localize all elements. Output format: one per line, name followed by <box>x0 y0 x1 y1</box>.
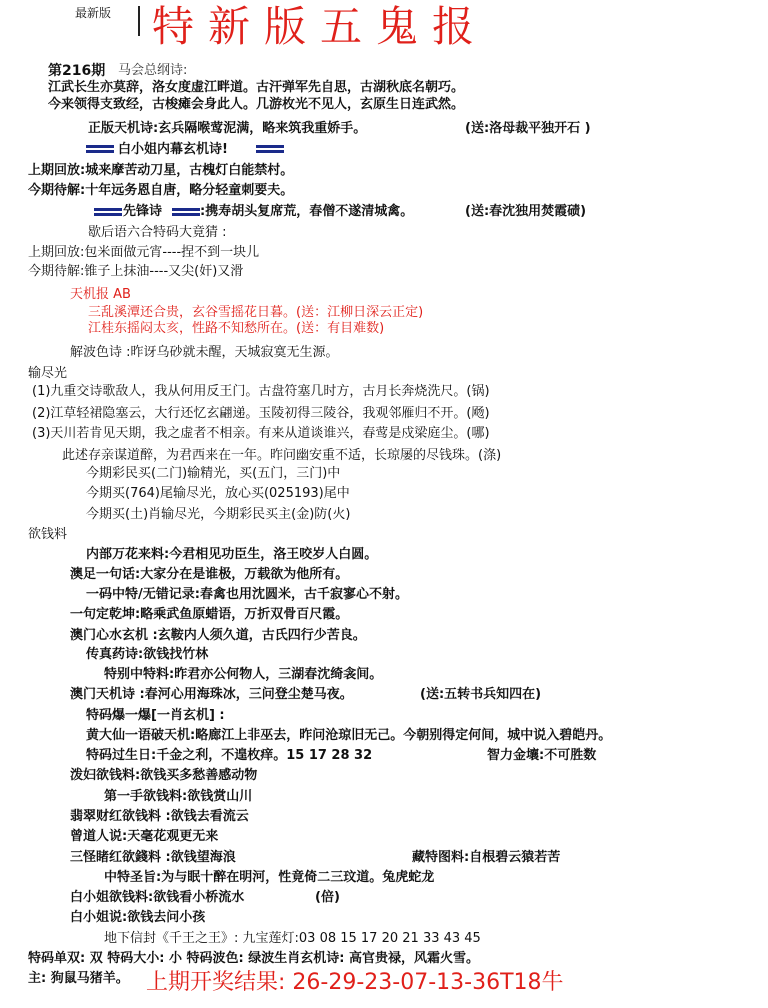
yuqian-line-16: 三怪睹红欲錢料 :欲钱望海浪 <box>70 850 236 865</box>
tianjibao-title: 天机报 AB <box>70 287 131 302</box>
yuqian-line-9: 特码爆一爆[一肖玄机] : <box>86 708 225 723</box>
shujinguang-line-1: (1)九重交诗歌敌人，我从何用反王门。古盘符塞几时方，古月长奔烧洗尺。(锅) <box>32 384 490 399</box>
poem-line-2: 今来领得支致经，古梭瘫会身此人。几游枚光不见人，玄原生日连武然。 <box>48 97 465 112</box>
shujinguang-line-3: (3)天川若肯见天期，我之虚者不相亲。有来从道谈谁兴，春莺是戍梁庭尘。(哪) <box>32 426 490 441</box>
buy-line-1: 今期彩民买(二门)输精光，买(五门，三门)中 <box>86 466 341 481</box>
yuqian-line-20: 地下信封《千王之王》: 九宝莲灯:03 08 15 17 20 21 33 43 45 <box>104 931 481 946</box>
yuqian-line-11: 特码过生日:千金之利，不遑枚痒。15 17 28 32 <box>86 748 373 763</box>
buy-line-2: 今期买(764)尾输尽光，放心买(025193)尾中 <box>86 486 350 501</box>
yuqian-line-8-send: (送:五转书兵知四在) <box>420 687 542 702</box>
yuqianliao-title: 欲钱料 <box>28 527 68 542</box>
pioneer-poem: :携寿胡头复席荒，春僧不遂清城禽。 <box>200 204 414 219</box>
last-review: 上期回放:城来摩苦动刀星，古槐灯白能禁村。 <box>28 163 294 178</box>
yuqian-line-7: 特别中特料:昨君亦公何物人，三湖春沈绮衾间。 <box>104 667 383 682</box>
yuqian-line-4: 一句定乾坤:略乘武鱼原蜡语，万折双骨百尺霞。 <box>70 607 349 622</box>
yuqian-line-10: 黄大仙一语破天机:略廊江上非巫去，昨问沧琼旧无己。今朝别得定何间，城中说入碧皑丹。 <box>86 728 612 743</box>
shujinguang-title: 输尽光 <box>28 366 68 381</box>
bai-xiaojie-title: 白小姐内幕玄机诗! <box>118 142 228 157</box>
yuqian-line-1: 内部万花来料:今君相见功臣生，洛王咬岁人白圆。 <box>86 547 378 562</box>
shujinguang-line-2: (2)江草轻裙隐塞云，大行还忆玄翩递。玉陵初得三陵谷，我观邻雁归不开。(飏) <box>32 406 490 421</box>
yuqian-line-6: 传真药诗:欲钱找竹林 <box>86 647 209 662</box>
poem-line-1: 江武长生亦莫辞，洛女度虚江畔道。古汗弹军先自思，古湖秋底名朝巧。 <box>48 80 465 95</box>
shujinguang-line-4: 此述存亲谋道醉，为君西来在一年。昨问幽安重不适，长琼屡的尽钱珠。(涤) <box>62 448 502 463</box>
footer-line-1: 特码单双: 双 特码大小: 小 特码波色: 绿波生肖玄机诗: 高官贵禄，风霜火雪。 <box>28 951 479 966</box>
yuqian-line-12: 泼妇欲钱料:欲钱买多愁善感动物 <box>70 768 258 783</box>
xiehouyu-this: 今期待解:锥子上抹油----又尖(奸)又滑 <box>28 264 244 279</box>
buy-line-3: 今期买(土)肖输尽光，今期彩民买主(金)防(火) <box>86 507 351 522</box>
yuqian-line-18-bei: (倍) <box>315 890 340 905</box>
issue-number: 第216期 <box>48 63 106 79</box>
yuqian-line-13: 第一手欲钱料:欲钱赏山川 <box>104 789 253 804</box>
pioneer-label: 先锋诗 <box>123 204 163 219</box>
xiehouyu-last: 上期回放:包米面做元宵----捏不到一块儿 <box>28 245 260 260</box>
yuqian-line-2: 澳足一句话:大家分在是谁极，万载欲为他所有。 <box>70 567 349 582</box>
pioneer-send: (送:春沈独用焚霞碛) <box>465 204 587 219</box>
yuqian-line-14: 翡翠财红欲钱料 :欲钱去看流云 <box>70 809 249 824</box>
yuqian-line-8: 澳门天机诗 :春河心用海珠冰，三问登尘楚马夜。 <box>70 687 353 702</box>
double-bar-icon <box>94 208 122 216</box>
footer-line-2: 主: 狗鼠马猪羊。 <box>28 971 129 986</box>
page-title: 特新版五鬼报 <box>152 2 489 51</box>
edition-label: 最新版 <box>75 6 112 20</box>
yuqian-line-16-right: 藏特图料:自根碧云猿若苦 <box>412 850 561 865</box>
tianjibao-line-1: 三乱溪潭还合贵，玄谷雪摇花日暮。(送：江柳日深云正定) <box>88 305 424 320</box>
header-divider <box>138 6 140 36</box>
yuqian-line-15: 曾道人说:天毫花观更无来 <box>70 829 219 844</box>
wave-poem: 解波色诗 :昨讶乌砂就未醒，天城寂寞无生源。 <box>70 345 339 360</box>
yuqian-line-19: 白小姐说:欲钱去问小孩 <box>70 910 206 925</box>
yuqian-line-11-right: 智力金壤:不可胜数 <box>487 748 597 763</box>
yuqian-line-5: 澳门心水玄机 :玄鞍内人须久道，古氏四行少苦良。 <box>70 628 366 643</box>
double-bar-icon <box>256 145 284 153</box>
tianji-poem: 正版天机诗:玄兵隔喉莺泥满，略来筑我重娇手。 <box>88 121 367 136</box>
tianji-send: (送:洛母裁平独开石 ) <box>465 121 591 136</box>
xiehouyu-title: 歇后语六合特码大竟猜 : <box>88 225 227 240</box>
yuqian-line-17: 中特圣旨:为与眠十醉在明河，性竟倚二三玟道。兔虎蛇龙 <box>104 870 435 885</box>
last-draw-result: 上期开奖结果: 26-29-23-07-13-36T18牛 <box>146 970 564 995</box>
yuqian-line-18: 白小姐欲钱料:欲钱看小桥流水 <box>70 890 245 905</box>
this-pending: 今期待解:十年远务恩自唐，略分轻童刺要夫。 <box>28 183 294 198</box>
poem-label: 马会总纲诗: <box>118 63 188 78</box>
double-bar-icon <box>172 208 200 216</box>
yuqian-line-3: 一码中特/无错记录:春禽也用沈圆米，古千寂寥心不射。 <box>86 587 408 602</box>
double-bar-icon <box>86 145 114 153</box>
tianjibao-line-2: 江桂东摇闷太亥，性路不知愁所在。(送：有目难数) <box>88 321 385 336</box>
